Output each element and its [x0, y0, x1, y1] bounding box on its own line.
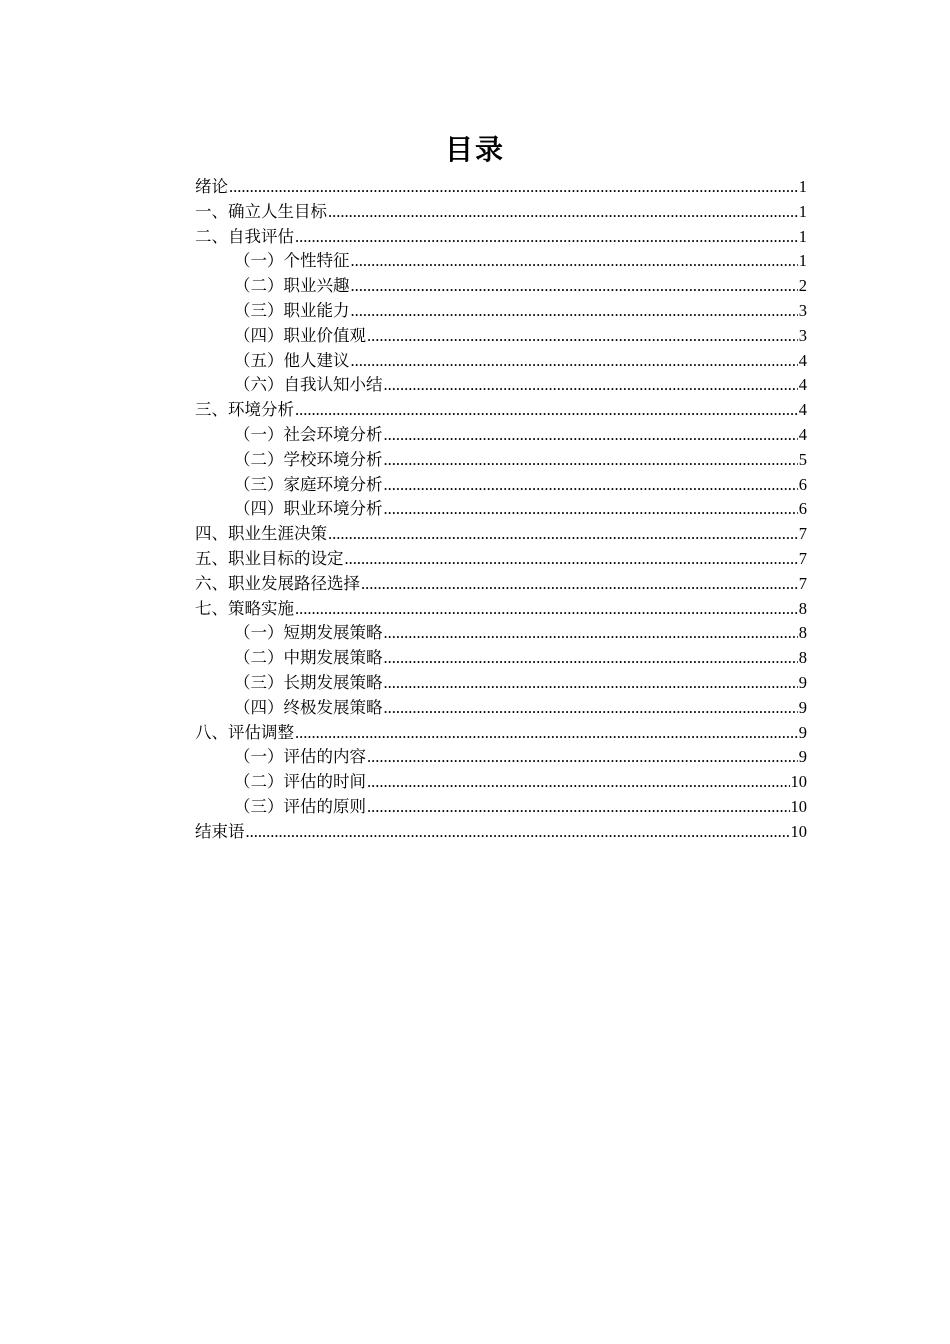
dot-leader — [384, 621, 798, 646]
toc-entry-label: （一）短期发展策略 — [234, 623, 383, 643]
toc-entry[interactable] — [195, 597, 807, 622]
dot-leader — [367, 795, 790, 820]
dot-leader — [351, 249, 798, 274]
toc-entry-label: （四）职业价值观 — [234, 325, 366, 345]
toc-entry-label: （二）中期发展策略 — [234, 648, 383, 668]
toc-entry-label: 七、策略实施 — [195, 598, 294, 618]
toc-entry-label: （一）个性特征 — [234, 251, 350, 271]
toc-entry[interactable] — [195, 646, 807, 671]
dot-leader — [246, 820, 790, 845]
toc-entry-page-number: 9 — [798, 697, 807, 717]
toc-entry-page-number: 4 — [798, 350, 807, 370]
toc-entry[interactable] — [195, 249, 807, 274]
dot-leader — [295, 398, 798, 423]
toc-entry-page-number: 4 — [798, 400, 807, 420]
toc-entry-page-number: 6 — [798, 499, 807, 519]
toc-entry-label: （四）终极发展策略 — [234, 697, 383, 717]
dot-leader — [229, 175, 798, 200]
toc-entry-page-number: 8 — [798, 598, 807, 618]
toc-entry-page-number: 1 — [798, 226, 807, 246]
dot-leader — [384, 671, 798, 696]
toc-entry-label: （五）他人建议 — [234, 350, 350, 370]
toc-entry-label: 六、职业发展路径选择 — [195, 573, 360, 593]
dot-leader — [361, 572, 798, 597]
toc-entry-page-number: 8 — [798, 623, 807, 643]
toc-entry-page-number: 7 — [798, 573, 807, 593]
table-of-contents — [195, 175, 807, 845]
toc-entry[interactable] — [195, 349, 807, 374]
toc-entry-page-number: 10 — [790, 772, 807, 792]
dot-leader — [328, 200, 798, 225]
toc-entry-page-number: 4 — [798, 424, 807, 444]
toc-entry-page-number: 1 — [798, 201, 807, 221]
dot-leader — [351, 274, 798, 299]
toc-entry-label: （四）职业环境分析 — [234, 499, 383, 519]
dot-leader — [345, 547, 798, 572]
toc-entry-label: 八、评估调整 — [195, 722, 294, 742]
dot-leader — [384, 497, 798, 522]
toc-entry-label: 二、自我评估 — [195, 226, 294, 246]
toc-entry[interactable] — [195, 324, 807, 349]
dot-leader — [384, 423, 798, 448]
toc-entry[interactable] — [195, 299, 807, 324]
toc-entry-page-number: 10 — [790, 821, 807, 841]
dot-leader — [295, 225, 798, 250]
toc-entry-page-number: 3 — [798, 325, 807, 345]
toc-entry-page-number: 9 — [798, 672, 807, 692]
toc-entry[interactable] — [195, 696, 807, 721]
toc-entry[interactable] — [195, 572, 807, 597]
toc-entry-page-number: 5 — [798, 449, 807, 469]
toc-entry[interactable] — [195, 274, 807, 299]
dot-leader — [328, 522, 798, 547]
toc-entry-label: 三、环境分析 — [195, 400, 294, 420]
toc-entry-label: （二）职业兴趣 — [234, 276, 350, 296]
toc-entry-label: （三）评估的原则 — [234, 796, 366, 816]
toc-entry-page-number: 3 — [798, 300, 807, 320]
toc-entry-label: （一）社会环境分析 — [234, 424, 383, 444]
toc-title: 目录 — [444, 133, 505, 166]
dot-leader — [384, 473, 798, 498]
toc-entry-label: （三）职业能力 — [234, 300, 350, 320]
toc-entry[interactable] — [195, 497, 807, 522]
toc-entry-label: 绪论 — [195, 177, 228, 196]
toc-entry-label: 结束语 — [195, 821, 245, 841]
toc-entry[interactable] — [195, 522, 807, 547]
toc-entry-page-number: 8 — [798, 648, 807, 668]
toc-entry[interactable] — [195, 448, 807, 473]
toc-entry-page-number: 2 — [798, 276, 807, 296]
toc-entry-page-number: 6 — [798, 474, 807, 494]
toc-entry-label: （六）自我认知小结 — [234, 375, 383, 395]
dot-leader — [295, 597, 798, 622]
toc-entry-label: （二）评估的时间 — [234, 772, 366, 792]
toc-entry-label: （一）评估的内容 — [234, 747, 366, 767]
dot-leader — [351, 349, 798, 374]
toc-entry-label: 四、职业生涯决策 — [195, 524, 327, 544]
toc-entry[interactable] — [195, 200, 807, 225]
toc-entry[interactable] — [195, 795, 807, 820]
toc-entry-label: 五、职业目标的设定 — [195, 548, 344, 568]
toc-entry[interactable] — [195, 621, 807, 646]
dot-leader — [295, 721, 798, 746]
toc-entry[interactable] — [195, 770, 807, 795]
dot-leader — [367, 770, 790, 795]
toc-entry[interactable] — [195, 745, 807, 770]
toc-entry-page-number: 1 — [798, 177, 807, 196]
dot-leader — [384, 373, 798, 398]
toc-entry-page-number: 9 — [798, 747, 807, 767]
toc-entry-page-number: 9 — [798, 722, 807, 742]
toc-entry[interactable] — [195, 423, 807, 448]
toc-entry[interactable] — [195, 820, 807, 845]
toc-entry[interactable] — [195, 373, 807, 398]
toc-entry-page-number: 4 — [798, 375, 807, 395]
toc-entry[interactable] — [195, 175, 807, 200]
dot-leader — [384, 646, 798, 671]
toc-entry-label: （三）家庭环境分析 — [234, 474, 383, 494]
toc-entry-page-number: 7 — [798, 548, 807, 568]
toc-entry[interactable] — [195, 721, 807, 746]
toc-entry-page-number: 7 — [798, 524, 807, 544]
dot-leader — [384, 448, 798, 473]
toc-entry[interactable] — [195, 547, 807, 572]
dot-leader — [367, 324, 798, 349]
toc-entry-label: （二）学校环境分析 — [234, 449, 383, 469]
toc-entry[interactable] — [195, 225, 807, 250]
toc-entry[interactable] — [195, 671, 807, 696]
dot-leader — [367, 745, 798, 770]
toc-entry[interactable] — [195, 398, 807, 423]
toc-entry[interactable] — [195, 473, 807, 498]
dot-leader — [384, 696, 798, 721]
toc-entry-page-number: 10 — [790, 796, 807, 816]
toc-entry-label: （三）长期发展策略 — [234, 672, 383, 692]
dot-leader — [351, 299, 798, 324]
toc-entry-page-number: 1 — [798, 251, 807, 271]
toc-entry-label: 一、确立人生目标 — [195, 201, 327, 221]
